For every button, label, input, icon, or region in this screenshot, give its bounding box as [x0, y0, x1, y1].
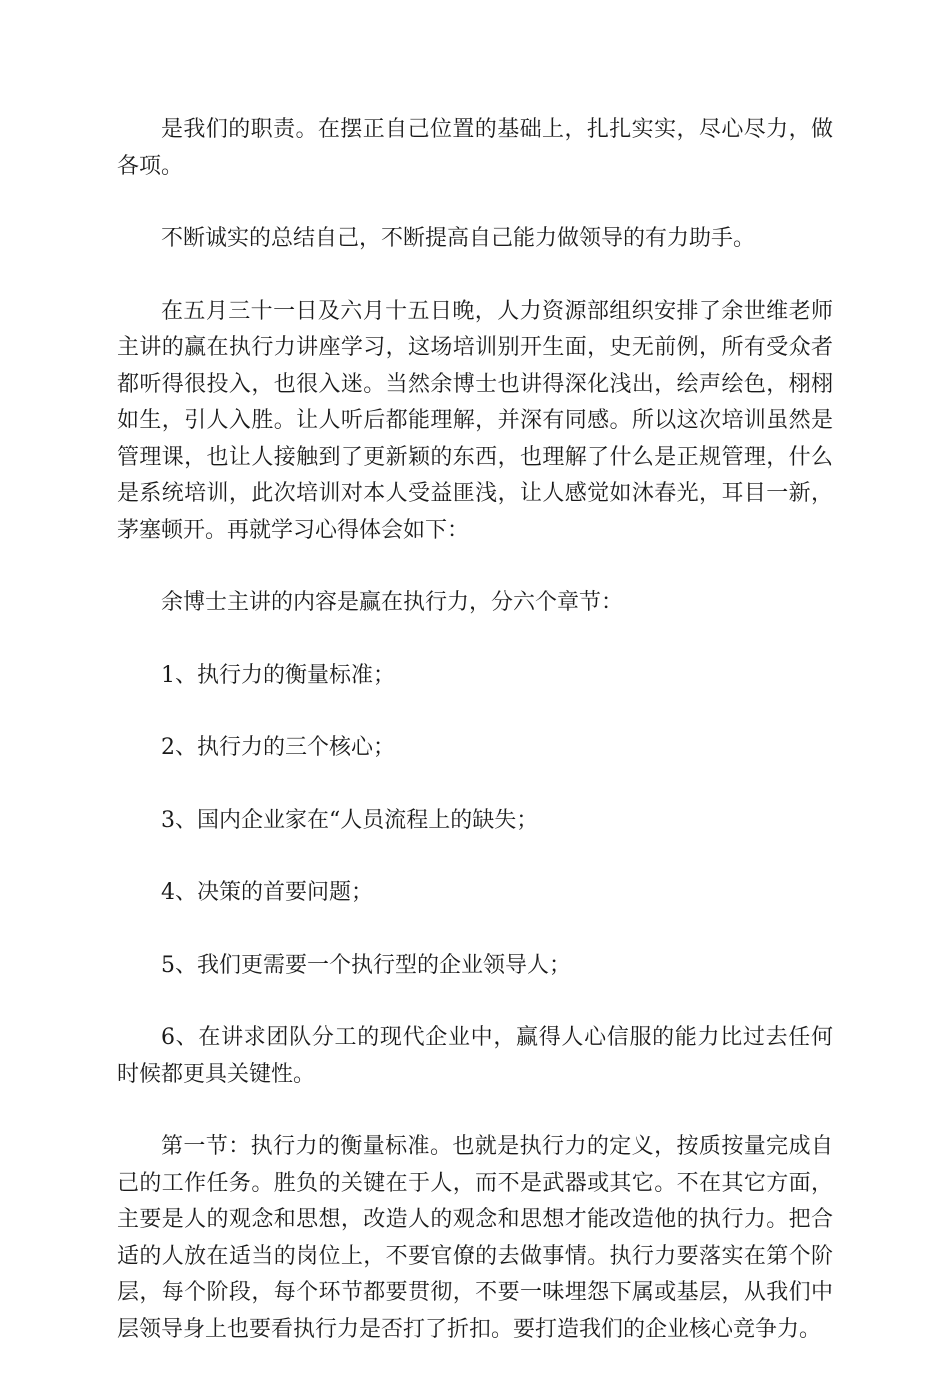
- paragraph-training-intro: 在五月三十一日及六月十五日晚，人力资源部组织安排了余世维老师主讲的赢在执行力讲座学习，这场培训别开生面，史无前例，所有受众者都听得很投入，也很入迷。当然余博士也讲得深化浅出，绘声绘色，栩栩如生，引人入胜。让人听后都能理解，并深有同感。所以这次培训虽然是管理课，也让人接触到了更新颖的东西，也理解了什么是正规管理，什么是系统培训，此次培训对本人受益匪浅，让人感觉如沐春光，耳目一新，茅塞顿开。再就学习心得体会如下：: [117, 298, 833, 543]
- paragraph-chapters-intro: 余博士主讲的内容是赢在执行力，分六个章节：: [161, 590, 624, 615]
- list-item-chapter-4: 4、决策的首要问题；: [161, 880, 373, 905]
- list-item-chapter-3: 3、国内企业家在“人员流程上的缺失；: [161, 807, 539, 833]
- list-item-chapter-6: 6、在讲求团队分工的现代企业中，赢得人心信服的能力比过去任何时候都更具关键性。: [117, 1025, 833, 1087]
- paragraph-duty: 是我们的职责。在摆正自己位置的基础上，扎扎实实，尽心尽力，做各项。: [117, 117, 833, 179]
- paragraph-self-summary: 不断诚实的总结自己，不断提高自己能力做领导的有力助手。: [161, 226, 756, 251]
- document-body: [117, 112, 833, 1384]
- list-item-chapter-5: 5、我们更需要一个执行型的企业领导人；: [161, 952, 571, 978]
- list-item-chapter-1: 1、执行力的衡量标准；: [161, 662, 395, 688]
- list-item-chapter-2: 2、执行力的三个核心；: [161, 735, 395, 760]
- paragraph-section-one: 第一节：执行力的衡量标准。也就是执行力的定义，按质按量完成自己的工作任务。胜负的关键在于人，而不是武器或其它。不在其它方面，主要是人的观念和思想，改造人的观念和思想才能改造他的执行力。把合适的人放在适当的岗位上，不要官僚的去做事情。执行力要落实在第个阶层，每个阶段，每个环节都要贯彻，不要一味埋怨下属或基层，从我们中层领导身上也要看执行力是否打了折扣。要打造我们的企业核心竞争力。: [117, 1134, 833, 1342]
